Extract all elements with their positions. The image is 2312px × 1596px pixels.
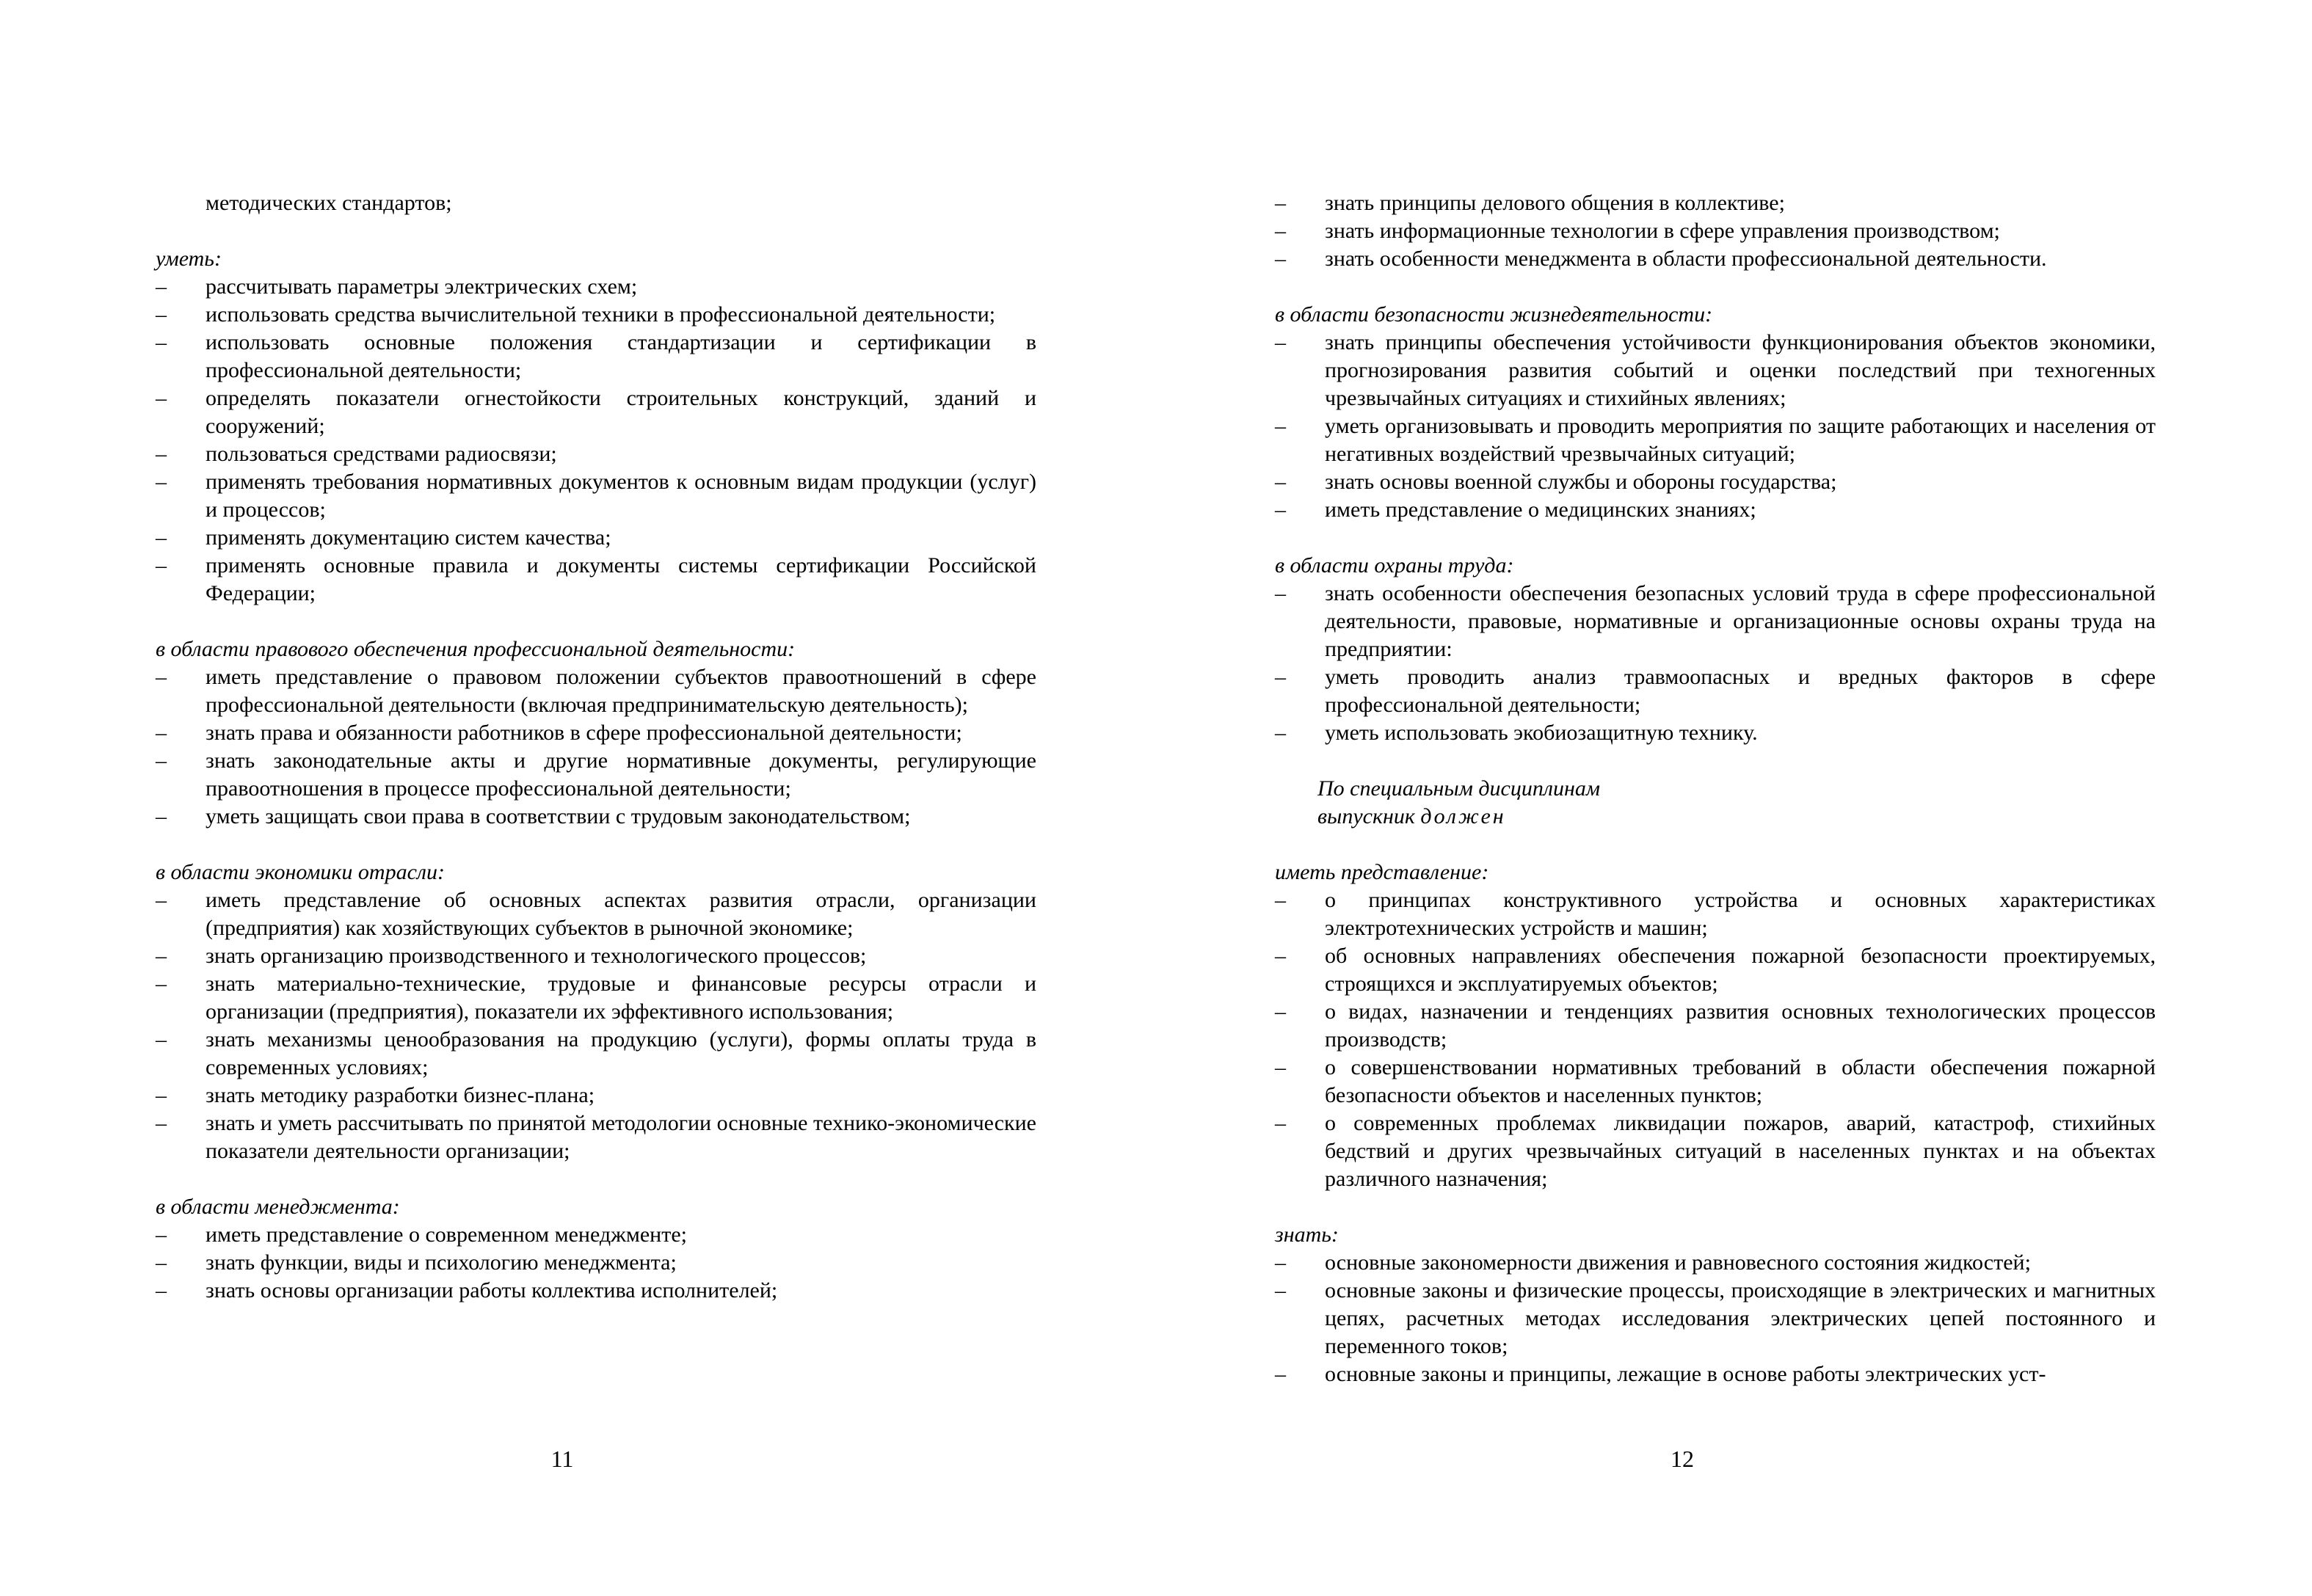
list-item: – уметь защищать свои права в соответствии с трудовым законодательством;	[156, 803, 1036, 831]
intro-continuation: методических стандартов;	[206, 191, 452, 215]
dash-bullet: –	[1275, 219, 1286, 243]
section-management	[156, 1193, 1036, 1305]
dash-bullet: –	[156, 1278, 167, 1302]
section-heading: в области безопасности жизнедеятельности:	[1275, 302, 1713, 327]
right-page	[1275, 189, 2156, 1388]
list-item: – знать принципы обеспечения устойчивости функционирования объектов экономики, прогнозирования развития событий и оценки последствий при техногенных чрезвычайных ситуациях и стихийных явлениях;	[1275, 330, 2156, 410]
list-item: – о совершенствовании нормативных требований в области обеспечения пожарной безопасности объектов и населенных пунктов;	[1275, 1055, 2156, 1107]
list-item: – знать принципы делового общения в коллективе;	[1275, 189, 2156, 217]
section-life-safety	[1275, 301, 2156, 524]
dash-bullet: –	[1275, 247, 1286, 271]
list-item: – определять показатели огнестойкости строительных конструкций, зданий и сооружений;	[156, 386, 1036, 438]
list-item: – о современных проблемах ликвидации пожаров, аварий, катастроф, стихийных бедствий и других чрезвычайных ситуаций в населенных пунктах и на объектах различного назначения;	[1275, 1111, 2156, 1191]
section-heading: в области экономики отрасли:	[156, 860, 445, 884]
list-item: – о принципах конструктивного устройства и основных характеристиках электротехнических устройств и машин;	[1275, 888, 2156, 940]
section-know	[1275, 1221, 2156, 1388]
list-item: – знать основы организации работы коллектива исполнителей;	[156, 1277, 1036, 1305]
dash-bullet: –	[156, 1111, 167, 1135]
list-item: – знать информационные технологии в сфере управления производством;	[1275, 217, 2156, 245]
dash-bullet: –	[1275, 1111, 1286, 1135]
dash-bullet: –	[156, 525, 167, 550]
dash-bullet: –	[156, 442, 167, 466]
list-item: – знать законодательные акты и другие нормативные документы, регулирующие правоотношения в процессе профессиональной деятельности;	[156, 748, 1036, 801]
list-item: – знать функции, виды и психологию менеджмента;	[156, 1249, 1036, 1277]
dash-bullet: –	[1275, 1250, 1286, 1275]
list-item: – применять основные правила и документы системы сертификации Российской Федерации;	[156, 553, 1036, 605]
dash-bullet: –	[1275, 999, 1286, 1024]
list-item: – рассчитывать параметры электрических схем;	[156, 273, 1036, 301]
dash-bullet: –	[156, 1250, 167, 1275]
dash-bullet: –	[156, 748, 167, 773]
dash-bullet: –	[156, 470, 167, 494]
dash-bullet: –	[1275, 665, 1286, 689]
list-item: – использовать основные положения стандартизации и сертификации в профессиональной деятельности;	[156, 330, 1036, 382]
dash-bullet: –	[156, 302, 167, 327]
section-heading: иметь представление:	[1275, 860, 1489, 884]
list-item: – знать и уметь рассчитывать по принятой методологии основные технико-экономические показатели деятельности организации;	[156, 1111, 1036, 1163]
dash-bullet: –	[1275, 1278, 1286, 1302]
section-legal	[156, 635, 1036, 831]
list-item: – иметь представление о современном менеджменте;	[156, 1221, 1036, 1249]
section-heading: в области правового обеспечения профессиональной деятельности:	[156, 637, 796, 661]
section-heading: в области охраны труда:	[1275, 553, 1514, 577]
list-item: – знать права и обязанности работников в сфере профессиональной деятельности;	[156, 719, 1036, 747]
dash-bullet: –	[156, 330, 167, 354]
dash-bullet: –	[156, 944, 167, 968]
dash-bullet: –	[1275, 944, 1286, 968]
dash-bullet: –	[156, 665, 167, 689]
dash-bullet: –	[1275, 721, 1286, 745]
dash-bullet: –	[1275, 581, 1286, 605]
list-item: – основные законы и физические процессы, происходящие в электрических и магнитных цепях, расчетных методах исследования электрических цепей постоянного и переменного токов;	[1275, 1278, 2156, 1358]
page-number-left: 11	[550, 1446, 574, 1472]
list-item: – уметь проводить анализ травмоопасных и вредных факторов в сфере профессиональной деятельности;	[1275, 665, 2156, 717]
subheading-line-2: выпускник должен	[1317, 804, 1506, 828]
dash-bullet: –	[156, 888, 167, 912]
list-item: – знать основы военной службы и обороны государства;	[1275, 468, 2156, 496]
dash-bullet: –	[156, 1222, 167, 1247]
list-item: – применять требования нормативных документов к основным видам продукции (услуг) и процессов;	[156, 470, 1036, 522]
list-item: – знать механизмы ценообразования на продукцию (услуги), формы оплаты труда в современных условиях;	[156, 1027, 1036, 1079]
dash-bullet: –	[1275, 191, 1286, 215]
list-item: – пользоваться средствами радиосвязи;	[156, 440, 1036, 468]
list-item: – иметь представление о медицинских знаниях;	[1275, 496, 2156, 524]
list-item: – основные закономерности движения и равновесного состояния жидкостей;	[1275, 1249, 2156, 1277]
list-item: – знать организацию производственного и технологического процессов;	[156, 942, 1036, 970]
section-heading: уметь:	[156, 247, 222, 271]
dash-bullet: –	[1275, 1055, 1286, 1079]
dash-bullet: –	[1275, 498, 1286, 522]
section-labor-protection	[1275, 552, 2156, 747]
dash-bullet: –	[1275, 470, 1286, 494]
list-item: – об основных направлениях обеспечения пожарной безопасности проектируемых, строящихся и эксплуатируемых объектов;	[1275, 944, 2156, 996]
dash-bullet: –	[156, 804, 167, 828]
dash-bullet: –	[156, 553, 167, 577]
special-disciplines-subheading	[1275, 775, 2156, 831]
dash-bullet: –	[1275, 414, 1286, 438]
list-item: – иметь представление о правовом положении субъектов правоотношений в сфере профессиональной деятельности (включая предпринимательскую деятельность);	[156, 665, 1036, 717]
section-heading: в области менеджмента:	[156, 1195, 400, 1219]
dash-bullet: –	[156, 274, 167, 299]
dash-bullet: –	[1275, 888, 1286, 912]
top-items	[1275, 189, 2156, 273]
list-item: – знать методику разработки бизнес-плана;	[156, 1082, 1036, 1109]
section-heading: знать:	[1275, 1222, 1339, 1247]
list-item: – знать особенности менеджмента в области профессиональной деятельности.	[1275, 245, 2156, 273]
list-item: – иметь представление об основных аспектах развития отрасли, организации (предприятия) как хозяйствующих субъектов в рыночной экономике;	[156, 888, 1036, 940]
list-item: – уметь использовать экобиозащитную технику.	[1275, 719, 2156, 747]
subheading-line-1: По специальным дисциплинам	[1317, 776, 1600, 801]
section-economics	[156, 859, 1036, 1165]
left-page	[156, 189, 1036, 1305]
list-item: – основные законы и принципы, лежащие в основе работы электрических уст-	[1275, 1360, 2156, 1388]
list-item: – знать особенности обеспечения безопасных условий труда в сфере профессиональной деятельности, правовые, нормативные и организационные основы охраны труда на предприятии:	[1275, 581, 2156, 661]
page-number-right: 12	[1671, 1446, 1694, 1472]
dash-bullet: –	[156, 1027, 167, 1052]
list-item: – использовать средства вычислительной техники в профессиональной деятельности;	[156, 301, 1036, 329]
list-item: – о видах, назначении и тенденциях развития основных технологических процессов производств;	[1275, 999, 2156, 1052]
dash-bullet: –	[156, 972, 167, 996]
dash-bullet: –	[156, 1083, 167, 1107]
dash-bullet: –	[1275, 330, 1286, 354]
list-item: – знать материально-технические, трудовые и финансовые ресурсы отрасли и организации (предприятия), показатели их эффективного использования;	[156, 972, 1036, 1024]
list-item: – уметь организовывать и проводить мероприятия по защите работающих и населения от негативных воздействий чрезвычайных ситуаций;	[1275, 414, 2156, 466]
dash-bullet: –	[156, 721, 167, 745]
dash-bullet: –	[156, 386, 167, 410]
section-have-understanding	[1275, 859, 2156, 1193]
dash-bullet: –	[1275, 1362, 1286, 1386]
section-umet	[156, 245, 1036, 608]
list-item: – применять документацию систем качества;	[156, 524, 1036, 552]
